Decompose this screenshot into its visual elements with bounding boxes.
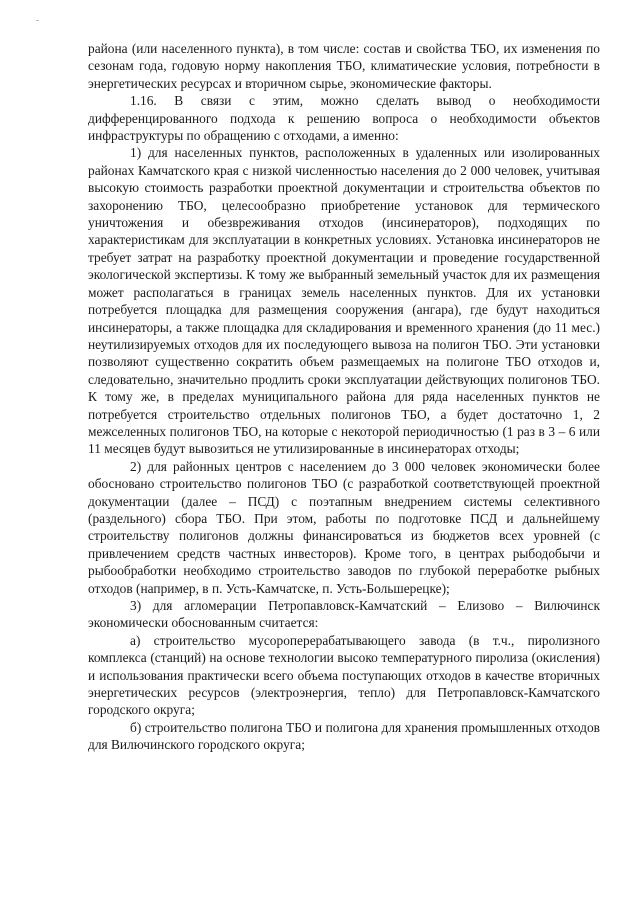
list-item-3a: а) строительство мусороперерабатывающего завода (в т.ч., пиролизного комплекса (станций) на основе технологии высоко температурного пиролиза (окисления) и использования практически всего объема поступающих отходов в качестве вторичных энергетических ресурсов (электроэнергия, тепло) для Петропавловск-Камчатского городского округа; bbox=[88, 632, 600, 718]
list-item-3b: б) строительство полигона ТБО и полигона для хранения промышленных отходов для Вилючинского городского округа; bbox=[88, 719, 600, 753]
paragraph-intro-continuation: района (или населенного пункта), в том числе: состав и свойства ТБО, их изменения по сезонам года, годовую норму накопления ТБО, климатические условия, потребности в энергетических ресурсах и вторичном сырье, экономические факторы. bbox=[88, 41, 600, 91]
document-page bbox=[88, 40, 600, 754]
list-item-1: 1) для населенных пунктов, расположенных в удаленных или изолированных районах Камчатского края с низкой численностью населения до 2 000 человек, учитывая высокую стоимость разработки проектной документации и строительства объектов по захоронению ТБО, целесообразно приобретение установок для термического уничтожения и обезвреживания отходов (инсинераторов), подходящих по характеристикам для эксплуатации в конкретных условиях. Установка инсинераторов не требует затрат на разработку проектной документации и проведение государственной экологической экспертизы. К тому же выбранный земельный участок для их размещения может располагаться в границах земель населенных пунктов. Для их установки потребуется площадка для размещения сооружения (ангара), где будут находиться инсинераторы, а также площадка для складирования и временного хранения (до 11 мес.) неутилизируемых отходов для их последующего вывоза на полигон ТБО. Эти установки позволяют существенно сократить объем размещаемых на полигоне ТБО отходов и, следовательно, значительно продлить сроки эксплуатации действующих полигонов ТБО. К тому же, в пределах муниципального района для ряда населенных пунктов не потребуется строительство отдельных полигонов ТБО, а будет достаточно 1, 2 межселенных полигонов ТБО, на которые с некоторой периодичностью (1 раз в 3 – 6 или 11 месяцев будут вывозиться не утилизированные в инсинераторах отходы; bbox=[88, 145, 600, 457]
paragraph-1-16: 1.16. В связи с этим, можно сделать вывод о необходимости дифференцированного подхода к решению вопроса о необходимости объектов инфраструктуры по обращению с отходами, а именно: bbox=[88, 93, 600, 144]
list-item-3: 3) для агломерации Петропавловск-Камчатский – Елизово – Вилючинск экономически обоснованным считается: bbox=[88, 598, 600, 631]
list-item-2: 2) для районных центров с населением до 3 000 человек экономически более обосновано строительство полигонов ТБО (с разработкой соответствующей проектной документации (далее – ПСД) с поэтапным внедрением системы селективного (раздельного) сбора ТБО. При этом, работы по подготовке ПСД и дальнейшему строительству полигонов должны финансироваться из бюджетов всех уровней (с привлечением средств частных инвесторов). Кроме того, в центрах рыбодобычи и рыбообработки необходимо строительство заводов по глубокой переработке рыбных отходов (например, в п. Усть-Камчатске, п. Усть-Большерецке); bbox=[88, 458, 600, 596]
scan-speck bbox=[36, 20, 39, 21]
